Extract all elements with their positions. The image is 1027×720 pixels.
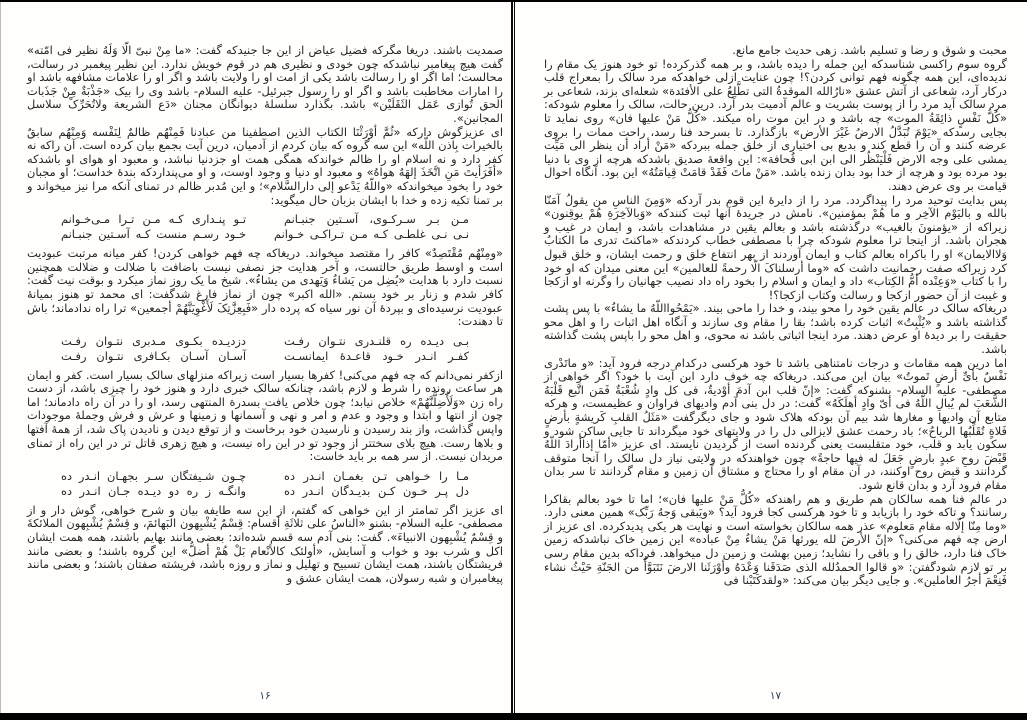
verse-block (56, 212, 475, 242)
hemistich: وانگـه ز ره دو دیـده جـان انـدر ده (61, 483, 246, 498)
hemistich: کفـر انـدر خـود قاعـدهٔ ایمانسـت (284, 348, 469, 363)
page-left (1, 2, 511, 713)
prose-paragraph: در عالم فنا همه سالکان هم طریق و هم راهندکه «کُلُّ مَنْ علیها فان»؛ اما تا خود بعالم بقاکرا رسانند؟ و تاکه خود را بازیابد و تا خود هرکسی کجا فرود آید؟ «ویَبقی وَجهُ رَبِّک» همین معنی دارد. «وما مِنّا إلّاله مقام مَعلوم» عذر همه سالکان بخواسته است و نهایت هر یکی پدیدکرده. ای عزیز از ارض چه فهم می‌کنی؟ «إنّ الأرضَ لله یورثها مَنْ یشاءُ مِنْ عباده» این زمین خاک نباشدکه زمین خاک فنا دارد، خالق را و باقی را نشاید؛ زمین بهشت و زمین دل میخواهد. فرداکه بدین مقام رسی بر تو لازم شودگفتن: «و قالوا الحمدُلله الذی صَدَقَنا وَعْدَهُ وأوْرَثَنا الارضَ نَتَبَوَّأُ من الجَنّةِ حَیْثُ نشاء فَنِعْمَ أجرُ العاملین». و جایی دیگر بیان می‌کند: «ولقدکَتَبْنا فی (544, 491, 1007, 588)
hemistich: نـی نـی غلطـی کـه مـن تـراکـی خـوانم (274, 227, 469, 242)
couplet-row (56, 484, 475, 499)
scan-edge-bottom (0, 713, 1027, 720)
prose-paragraph: گروه سوم راکسی شناسدکه این جمله را دیده باشد، و بر همه گذرکرده! تو خود هنوز یک مقام را ندیده‌ای، این همه چگونه فهم توانی کردن؟! چون عنایت ازلی خواهدکه مرد سالک را بمعراج قلب درکار آرد، شعاعی از آتش عشق «نارُالله الموقدةُ التی تطَّلِعُ علی الأفئدة» شعله‌ای بزند، شعاعی بر مرد سالک آید مرد را از پوست بشریت و عالم آدمیت بدر آرد. درین حالت، سالک را معلوم شودکه: «کُلُّ نَفْسٍ ذائِقَةُ الموت» چه باشد و در این موت راه میکند. «کُلُّ مَنْ علیها فان» روی نماید تا بجایی رسدکه «یَوْمَ تُبَدَّلُ الارضُ غَیْرَ الأرض» بازگذارد. تا بسرحد فنا رسد، راحت ممات را بروی عرضه کنند و آن را قطع کند و بدیع بی اختیاری از خلق جمله ببردکه «مَنْ أراد أن ینظر الی مَیِّت یمشی علی وجه الارض فَلْیَنْظُر الی ابن ابی قُحافة»: این واقعهٔ صدیق باشدکه هرچه از وی با دنیا بود مرده بود و هرچه از خدا بود بدان زنده باشد. «مَنْ ماتَ فَقَدْ قامَتْ قِیامَتُهُ» این بود. آنگاه احوال قیامت بر وی عرض دهند. (544, 56, 1007, 193)
prose-paragraph: پس بدایت توحید مرد را پیداگردد. مرد را از دایرهٔ این قوم بدر آردکه «وَمِنَ الناسِ من یقولُ آمَنّا بالله و بالیَوْم الآخِر و ما هُمْ بمؤمنین». نامش در جریدهٔ آنها ثبت کنندکه «وَبالآخِرَةِ هُمْ یوقِنون» زیراکه از «یؤمنونَ بالغیب» درگذشته باشد و بعالم یقین در مشاهدات باشد، و ایمان در غیب و هجران باشد. از اینجا ترا معلوم شودکه چرا با مصطفی خطاب کردندکه «ماکنتَ تدری ما الکتابُ وَلاالایمان» او را باکراه بعالم کتاب و ایمان آوردند از بهر انتفاع خلق و رحمت ایشان، و خلق قبول کرد زیراکه صفت رحمانیت داشت که «وما أرسلناکَ الّا رحمةً للعالمین» این معنی میدان که او خود را با کتاب «وَعِنْده أمُّ الکِتاب» داد و ایمان و اسلام را بخود راه داد نصیب جهانیان را وگرنه او ازکجا و غیبت از آن حضور ازکجا و رسالت وکتاب ازکجا؟! (544, 192, 1007, 302)
book-spread (0, 2, 1027, 713)
hemistich: چـون شـیفتگان سـر بجهـان انـدر ده (61, 468, 246, 483)
couplet-row (56, 469, 475, 484)
prose-paragraph: ازکفر نمی‌دانم که چه فهم می‌کنی! کفرها بسیار است زیراکه منزلهای سالک بسیار است. کفر و ایمان هر ساعت رونده را شرط و لازم باشد، چنانکه سالک خبری دارد و هنوز خود را چیزی باشد، از دست راه زن «وَلَأُضِلَّنَّهُمْ» خلاص نیابد؛ چون خلاص یافت بسدرة المنتهی رسد، او را در آن راه دادماند؛ اما چون از انتها و ابتدا و وجود و عدم و امر و نهی و آسمانها و زمینها و عرش و فرش وجملهٔ موجودات واپس گذاشت، واز بند رسیدن و نارسیدن خود برخاست و از توقع دیدن و نادیدن پاک شد، از همهٔ آفتها و بلاها رست. هیچ بلای سختتر از وجود تو در این راه نیست، و هیچ زهری قاتل تر در این راه از تمنای مریدان نیست. از سر همه بر باید خاست: (27, 367, 503, 464)
prose-paragraph: «ومِنْهُم مُقْتَصِدٌ» کافر را مقتصد میخواند. دریغاکه چه فهم خواهی کردن! کفر میانه مرتبت عبودیت است و اوسط طریق حالتست، و آخر هدایت جز نصفی نیست باضافت با ضلالت و ضلالت همچنین نسبت دارد با هدایت «یُضِل من یَشاءُ وَیَهدی من یشاءُ». شیخ ما یک روز نماز میکرد و بوقت نیت گفت: کافر شدم و زنار بر خود بستم. «الله اکبر» چون از نماز فارغ شدگفت: ای محمد تو هنوز بمیانهٔ عبودیت نرسیده‌ای و بپردهٔ آن نور سیاه که پرده دار «فَبِعِزَّتِکَ لَأَغْوِیَنَّهُمْ أجمعین» ترا راه ندادماند؛ باش تا دهندت: (27, 246, 503, 329)
prose-paragraph: اما درین همه مقامات و درجات نامتناهی باشد تا خود هرکسی درکدام درجه فرود آید: «و ماتَدْری نَفْسٌ بأیِّ أرضٍ تَموتُ» بیان این می‌کند. دریغاکه چه خوف دارد این آیت با خود؟ اگر خواهی از مصطفی- علیه السلام- بشنوکه گفت: «إنّ قلب ابن آدمَ أوْدیةٌ، فی کل وادٍ شُعْبَةٌ فَمَن اتَّبع قَلْبَهُ الشُّعَبَ لم یُبالِ اللّهُ فی أیّ وادٍ أهلَکَهُ» گفت: در دل بنی آدم وادیهای فراوان و عظیمست، و هرکه متابع آن وادیها و مغارها شد بیم آن بودکه هلاک شود و جای دیگرگفت «مَثَلُ القلبِ کَریشةٍ بأرضٍ فَلاةٍ تُقَلِّبُها الریاحُ»؛ باد رحمت عشق لایزالی دل را در ولایتهای خود میگرداند تا جایی ساکن شود و سکون یابد و قلب، خود متقلبست یعنی گردنده است از گردیدن نایستد. ای عزیز «أمّا إذاأرادَ اللّهُ قَبْضَ روحِ عبدٍ بارضٍ جَعَلَ له فیها حاجةً» چون خواهندکه در ولایتی نیاز دل سالک را آنجا متوقف گردانند و قبض روح اوکنند، در آن مقام او را محتاج و مشتاق آن زمین و مقام گردانند تا سر بدان مقام فرود آرد و بدان قانع شود. (544, 355, 1007, 492)
hemistich: مـن بـر سـرکـوی، آسـتین جنبـانم (284, 212, 469, 227)
hemistich: دزدیـده بکـوی مـدبری نتـوان رفـت (61, 333, 246, 348)
page-number: ۱۶ (259, 690, 271, 702)
couplet-row (56, 212, 475, 227)
page-left-footer (27, 670, 503, 703)
prose-paragraph: دریغاکه سالک در عالم یقین خود را محو بیند، و خدا را ماحی بیند. «یَمْحُوااللّهُ ما یشاءُ» با پس پشت گذاشته باشد و «یُثْبِتُ» اثبات کرده باشد؛ بقا را مقام وی سازند و آنگاه اهل اثبات را و اهل محو حقیقت را بر دیدهٔ او عرض دهند. مرد اینجا اثباتی باشد نه محوی، و اهل محو را باپس پشت گذاشته باشد. (544, 301, 1007, 357)
page-right-text (544, 44, 1007, 588)
prose-paragraph: صمدیت باشند. دریغا مگرکه فضیل عیاض از این جا جنیدکه گفت: «ما مِنْ نبیّ الّا وَلَهُ نظیر فی امّته» گفت هیچ پیغامبر نباشدکه چون خودی و نظیری هم در قوم خویش ندارد. این نظیر پیغمبر در رسالت، محالست؛ اما اگر او را رسالت باشد یکی از امت او را ولایت باشد و اگر او را علامات مشافهه باشد او را امارات مخاطبت باشد و اگر او را رسول جبرئیل- علیه السلام- باشد وی را بیک «جَذْبَةٌ مِنْ جَذَبات الحق تُوازی عَمَل الثَقَلَیْن» باشد. بگذارد سلسلهٔ دیوانگان مجنان «دَع الشریعة ولاتُحَرِّکْ سلاسل المجانین». (27, 43, 503, 125)
hemistich: تـو پنـداری کـه مـن تـرا مـی‌خـوانم (61, 212, 246, 227)
verse-block (56, 469, 475, 499)
couplet-row (56, 334, 475, 349)
hemistich: بـی دیـده ره قلنـدری نتـوان رفـت (284, 333, 469, 348)
couplet-row (56, 227, 475, 242)
hemistich: مـا را خـواهی تـن بغمـان انـدر ده (284, 468, 469, 483)
hemistich: دل پـر خـون کـن بدیـدگان انـدر ده (284, 483, 469, 498)
prose-paragraph: ای عزیز اگر تمامتر از این خواهی که گفتم، از این سه طایفه بیان و شرح خواهی، گوش دار و از مصطفی- علیه السلام- بشنو «الناسُ علی ثلاثَةِ أقسام: قِسْمٌ یُشْبِهون البَهائمَ، و قِسْمٌ یُشْبِهون الملائکةَ و قِسْمٌ یُشْبِهون الانبیاءَ». گفت: بنی آدم سه قسم شده‌اند: بعضی مانند بهایم باشند، همه همت ایشان اکل و شرب بود و خواب و آسایش، «أولئک کالأنْعام بَلْ هُمْ أضلُّ» این گروه باشند؛ و بعضی مانند فریشتگان باشند، همت ایشان تسبیح و تهلیل و نماز و روزه باشد، فریشته صفتان باشند؛ و بعضی مانند پیغامبران و شبه رسولان، همت ایشان عشق و (27, 502, 503, 585)
couplet-row (56, 349, 475, 364)
page-left-text (27, 44, 503, 585)
prose-paragraph: ای عزیزگوش دارکه «ثُمَّ أوْرَثْنَا الکتاب الذین اصطفینا من عبادنا فَمِنْهُم ظالمٌ لِنَفْسه وَمِنْهُم سابقٌ بالخیرات بِاذن اللّه» این سه گروه که بیان کردم از آدمیان، درین آیت بجمع بیان کرده است. آن راکه نه کفر دارد و نه اسلام او را ظالم خواندکه همگی همت او جزدنیا نباشد، و معبود او هوای او باشدکه «أفَرَأیتَ مَنِ اتَّخَذَ إلهَهُ هواهُ» و معبود او دنیا و وجود اوست، و او می‌پنداردکه بندهٔ خداست؛ او مجبان خود را بخود میخواندکه «واللّهُ یَدْعو إلی دارالسَّلام»؛ و این مُدبر ظالم در تمنای آنکه مرا نیز میخواند و بر تمنا تکیه زده و خدا با ایشان بزبان حال میگوید: (27, 124, 503, 207)
page-right (515, 2, 1027, 713)
prose-paragraph: محبت و شوق و رضا و تسلیم باشد. زهی حدیث جامع مانع. (732, 43, 1007, 57)
hemistich: آسـان آسـان بکـافری نتـوان رفـت (61, 348, 246, 363)
page-number: ۱۷ (769, 690, 782, 702)
hemistich: خـود رسـم منست کـه آسـتین جنبـانم (61, 227, 246, 242)
page-right-footer (544, 670, 1007, 703)
verse-block (56, 334, 475, 364)
